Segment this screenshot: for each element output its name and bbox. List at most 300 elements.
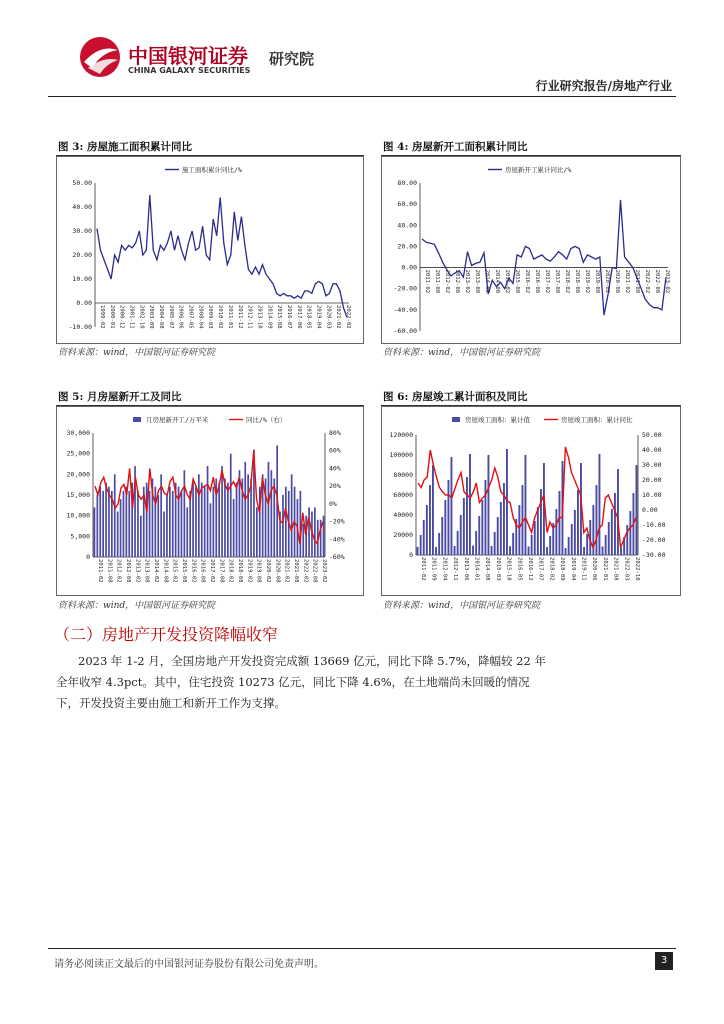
x-tick-label: 2004-08 bbox=[158, 305, 165, 329]
x-tick-label: 2012-02 bbox=[444, 269, 450, 294]
bar bbox=[457, 531, 459, 555]
bar bbox=[500, 502, 502, 555]
y2-tick-label: -20% bbox=[329, 517, 345, 526]
chart-monthly-new-start-svg bbox=[57, 407, 363, 595]
x-tick-label: 2022-02 bbox=[644, 269, 650, 294]
legend-swatch-bar bbox=[133, 417, 141, 422]
x-tick-label: 2011-08 bbox=[434, 269, 440, 294]
x-tick-label: 2016-05 bbox=[516, 557, 523, 581]
bar bbox=[114, 474, 116, 557]
bar bbox=[423, 520, 425, 555]
x-tick-label: 2016-07 bbox=[285, 305, 292, 329]
x-tick-label: 2021-08 bbox=[293, 559, 299, 583]
x-tick-label: 2014-08 bbox=[494, 269, 500, 294]
bar bbox=[268, 462, 270, 557]
bar bbox=[123, 491, 125, 557]
bar bbox=[305, 516, 307, 557]
y2-tick-label: 30.00 bbox=[642, 461, 662, 469]
figure-5-title bbox=[58, 389, 182, 404]
y-tick-label: 10,000 bbox=[66, 511, 90, 520]
x-tick-label: 2014-08 bbox=[162, 559, 169, 583]
y2-tick-label: 10.00 bbox=[642, 491, 662, 499]
bar bbox=[172, 491, 174, 557]
bar bbox=[432, 465, 434, 555]
bar bbox=[611, 509, 613, 555]
x-tick-label: 2018-05 bbox=[305, 305, 312, 329]
x-tick-label: 2012-02 bbox=[115, 559, 122, 583]
bar bbox=[300, 491, 302, 557]
bar bbox=[207, 466, 209, 557]
bar bbox=[537, 507, 539, 555]
x-tick-label: 2015-10 bbox=[505, 557, 512, 581]
x-tick-label: 2012-08 bbox=[125, 559, 131, 583]
bar bbox=[466, 477, 468, 555]
institute-label: 研究院 bbox=[269, 50, 315, 68]
figure-4-label: 图 4: bbox=[383, 141, 409, 153]
bar bbox=[169, 487, 171, 557]
bar bbox=[565, 548, 567, 555]
bar bbox=[230, 454, 232, 557]
figure-6-source: 资料来源：wind，中国银河证券研究院 bbox=[383, 601, 541, 611]
x-tick-label: 2015-02 bbox=[504, 269, 510, 294]
bar bbox=[105, 483, 107, 557]
bar bbox=[475, 531, 477, 555]
y-tick-label: 30.00 bbox=[72, 227, 92, 235]
x-tick-label: 2001-11 bbox=[128, 305, 135, 329]
x-tick-label: 2022-03 bbox=[623, 557, 630, 581]
x-tick-label: 2014-01 bbox=[473, 557, 480, 581]
bar bbox=[574, 510, 576, 555]
bar bbox=[117, 512, 119, 558]
x-tick-label: 2020-03 bbox=[325, 305, 332, 329]
x-tick-label: 2015-08 bbox=[181, 559, 187, 583]
section-heading: （二）房地产开发投资降幅收窄 bbox=[54, 625, 279, 644]
legend-label: 房屋竣工面积：累计值 bbox=[465, 416, 530, 424]
x-tick-label: 2011-08 bbox=[106, 559, 113, 583]
y-tick-label: 40.00 bbox=[72, 203, 92, 211]
chart-completion bbox=[381, 406, 681, 596]
y-tick-label: 5,000 bbox=[70, 532, 90, 541]
bar bbox=[509, 546, 511, 555]
x-tick-label: 2013-10 bbox=[256, 305, 263, 329]
bar bbox=[528, 547, 530, 556]
legend-label: 同比/%（右） bbox=[246, 416, 287, 424]
y-tick-label: 20000 bbox=[393, 531, 413, 539]
bar bbox=[605, 535, 607, 555]
y-tick-label: 0.00 bbox=[401, 263, 417, 272]
bar bbox=[620, 548, 622, 556]
chart-construction-yoy bbox=[56, 156, 364, 344]
bar bbox=[204, 487, 206, 557]
x-tick-label: 2011-02 bbox=[424, 269, 430, 294]
y2-tick-label: -40% bbox=[329, 535, 345, 544]
bar bbox=[497, 517, 499, 555]
chart-construction-yoy-svg bbox=[57, 157, 363, 343]
logo-en-text: CHINA GALAXY SECURITIES bbox=[128, 66, 251, 75]
bar bbox=[213, 487, 215, 557]
bar bbox=[149, 491, 151, 557]
bar bbox=[435, 547, 437, 555]
bar bbox=[518, 505, 520, 555]
bar bbox=[210, 503, 212, 557]
chart-new-start-yoy bbox=[381, 156, 681, 344]
x-tick-label: 2011-02 bbox=[420, 557, 426, 581]
figure-3-caption: 房屋施工面积累计同比 bbox=[87, 141, 192, 153]
bar bbox=[534, 521, 536, 555]
bar bbox=[99, 487, 101, 557]
figure-3-label: 图 3: bbox=[58, 141, 84, 153]
x-tick-label: 2022-08 bbox=[654, 269, 660, 294]
galaxy-logo-icon bbox=[80, 37, 120, 77]
x-tick-label: 2020-08 bbox=[274, 559, 281, 583]
chart-new-start-yoy-svg bbox=[382, 157, 680, 343]
x-tick-label: 2012-04 bbox=[441, 557, 448, 581]
bar bbox=[451, 457, 453, 555]
bar bbox=[128, 491, 130, 557]
bar bbox=[285, 487, 287, 557]
bar bbox=[617, 469, 619, 555]
bar bbox=[282, 495, 284, 557]
x-tick-label: 2018-02 bbox=[227, 559, 234, 583]
bar bbox=[636, 465, 638, 555]
x-tick-label: 2019-08 bbox=[594, 269, 600, 294]
bar bbox=[314, 507, 316, 557]
bar bbox=[494, 532, 496, 555]
bar bbox=[485, 480, 487, 555]
bar bbox=[549, 536, 551, 555]
figure-4-source: 资料来源：wind，中国银河证券研究院 bbox=[383, 348, 541, 358]
bar bbox=[201, 483, 203, 557]
y-tick-label: 10.00 bbox=[72, 275, 92, 283]
x-tick-label: 2005-07 bbox=[167, 305, 174, 329]
bar bbox=[571, 524, 573, 555]
x-tick-label: 2000-12 bbox=[118, 305, 125, 329]
bar bbox=[559, 491, 561, 555]
bar bbox=[184, 470, 186, 557]
x-tick-label: 1999-02 bbox=[99, 305, 105, 329]
x-tick-label: 2019-04 bbox=[569, 557, 576, 581]
figure-3-title bbox=[58, 139, 192, 154]
bar bbox=[438, 533, 440, 555]
x-tick-label: 2022-02 bbox=[302, 559, 309, 583]
x-tick-label: 2018-02 bbox=[564, 269, 570, 294]
x-tick-label: 2007-05 bbox=[187, 305, 194, 329]
figure-3-source: 资料来源：wind，中国银河证券研究院 bbox=[58, 348, 216, 358]
x-tick-label: 2012-08 bbox=[454, 269, 460, 294]
bar bbox=[472, 546, 474, 556]
bar bbox=[463, 498, 465, 555]
bar bbox=[586, 534, 588, 555]
bar bbox=[244, 462, 246, 557]
bar bbox=[155, 487, 157, 557]
bar bbox=[291, 474, 293, 557]
x-tick-label: 2013-08 bbox=[474, 269, 480, 294]
y-tick-label: 25,000 bbox=[66, 449, 90, 458]
bar bbox=[512, 533, 514, 555]
y2-tick-label: 60% bbox=[329, 446, 341, 455]
bar bbox=[198, 474, 200, 557]
bar bbox=[137, 491, 139, 557]
bar bbox=[478, 516, 480, 555]
figure-5-caption: 月房屋新开工及同比 bbox=[87, 391, 182, 403]
bar bbox=[629, 511, 631, 555]
x-tick-label: 2021-02 bbox=[283, 559, 290, 583]
x-tick-label: 2017-07 bbox=[537, 557, 544, 581]
bar bbox=[218, 483, 220, 557]
y2-tick-label: 20% bbox=[329, 482, 341, 491]
bar bbox=[195, 487, 197, 557]
y-tick-label: -40.00 bbox=[393, 305, 417, 314]
x-tick-label: 2017-02 bbox=[209, 559, 215, 583]
x-tick-label: 2008-04 bbox=[197, 305, 204, 329]
logo-cn-text: 中国银河证券 bbox=[128, 44, 248, 68]
bar bbox=[233, 499, 235, 557]
chart-completion-svg bbox=[382, 407, 680, 595]
header-rule bbox=[48, 96, 676, 97]
bar bbox=[441, 517, 443, 555]
x-tick-label: 2013-06 bbox=[462, 557, 469, 581]
x-tick-label: 2018-08 bbox=[574, 269, 580, 294]
x-tick-label: 2016-08 bbox=[534, 269, 540, 294]
figure-5-label: 图 5: bbox=[58, 391, 84, 403]
bar bbox=[417, 547, 419, 555]
x-tick-label: 2015-03 bbox=[494, 557, 501, 581]
x-tick-label: 2015-08 bbox=[276, 305, 283, 329]
y-tick-label: -20.00 bbox=[393, 284, 417, 293]
x-tick-label: 2019-04 bbox=[315, 305, 322, 329]
chart-monthly-new-start bbox=[56, 406, 364, 596]
y2-tick-label: -20.00 bbox=[642, 536, 666, 544]
x-tick-label: 2006-06 bbox=[177, 305, 184, 329]
bar bbox=[166, 495, 168, 557]
y-tick-label: 15,000 bbox=[66, 491, 90, 499]
bar bbox=[236, 483, 238, 557]
x-tick-label: 2013-02 bbox=[134, 559, 141, 583]
y2-tick-label: 40% bbox=[329, 464, 341, 473]
x-tick-label: 2014-02 bbox=[484, 269, 490, 294]
bar bbox=[247, 474, 249, 557]
bar bbox=[186, 507, 188, 557]
x-tick-label: 2000-01 bbox=[108, 305, 115, 329]
bar bbox=[250, 479, 252, 558]
bar bbox=[420, 535, 422, 555]
x-tick-label: 2014-08 bbox=[484, 557, 491, 581]
x-tick-label: 2015-02 bbox=[171, 559, 178, 583]
report-type: 行业研究报告/房地产行业 bbox=[535, 79, 672, 93]
bar bbox=[189, 491, 191, 557]
x-tick-label: 2016-02 bbox=[190, 559, 197, 583]
y2-tick-label: 50.00 bbox=[642, 431, 662, 439]
bar bbox=[94, 507, 96, 557]
bar bbox=[614, 493, 616, 555]
x-tick-label: 2017-08 bbox=[218, 559, 225, 583]
footer-disclaimer: 请务必阅读正文最后的中国银河证券股份有限公司免责声明。 bbox=[54, 959, 324, 970]
bar bbox=[608, 522, 610, 555]
bar bbox=[531, 535, 533, 555]
x-tick-label: 2011-01 bbox=[226, 305, 233, 329]
y-tick-label: 20.00 bbox=[72, 251, 92, 259]
bar bbox=[599, 454, 601, 555]
x-tick-label: 2018-02 bbox=[548, 557, 555, 581]
x-tick-label: 2012-11 bbox=[452, 557, 459, 581]
x-tick-label: 2019-02 bbox=[584, 269, 590, 294]
figure-6-caption: 房屋竣工累计面积及同比 bbox=[412, 391, 528, 403]
legend-label: 房屋新开工累计同比/% bbox=[505, 166, 572, 174]
bar bbox=[491, 546, 493, 555]
x-tick-label: 2009-03 bbox=[207, 305, 214, 329]
bar bbox=[163, 512, 165, 558]
bar bbox=[302, 524, 304, 557]
bar bbox=[224, 479, 226, 558]
x-tick-label: 2022-10 bbox=[634, 557, 640, 581]
bar bbox=[488, 455, 490, 555]
page-number: 3 bbox=[655, 952, 673, 970]
y-tick-label: -10.00 bbox=[68, 323, 92, 331]
bar bbox=[157, 495, 159, 557]
x-tick-label: 2012-11 bbox=[246, 305, 253, 329]
bar bbox=[546, 547, 548, 555]
x-tick-label: 2011-02 bbox=[97, 559, 103, 583]
y2-tick-label: -60% bbox=[329, 553, 345, 561]
bar bbox=[469, 454, 471, 555]
bar bbox=[525, 455, 527, 555]
x-tick-label: 2014-09 bbox=[266, 305, 273, 329]
bar bbox=[97, 495, 99, 557]
x-tick-label: 2016-02 bbox=[524, 269, 530, 294]
x-tick-label: 2018-08 bbox=[237, 559, 243, 583]
x-tick-label: 2019-02 bbox=[246, 559, 253, 583]
bar bbox=[429, 485, 431, 555]
legend-label: 施工面积累计同比/% bbox=[182, 166, 242, 174]
x-tick-label: 2021-08 bbox=[634, 269, 640, 294]
x-tick-label: 2002-10 bbox=[138, 305, 145, 329]
series-line bbox=[97, 195, 347, 317]
y2-tick-label: 0% bbox=[329, 499, 337, 508]
x-tick-label: 2015-08 bbox=[514, 269, 520, 294]
x-tick-label: 2023-02 bbox=[664, 269, 670, 294]
x-tick-label: 2017-06 bbox=[295, 305, 302, 329]
x-tick-label: 2020-08 bbox=[614, 269, 620, 294]
bar bbox=[577, 490, 579, 555]
y-tick-label: 60.00 bbox=[397, 200, 417, 209]
y-tick-label: 20.00 bbox=[397, 242, 417, 251]
y-tick-label: 40000 bbox=[393, 511, 413, 519]
x-tick-label: 2022-02 bbox=[345, 305, 351, 329]
x-tick-label: 2017-08 bbox=[554, 269, 560, 294]
y2-tick-label: 0.00 bbox=[642, 506, 658, 514]
figure-4-title bbox=[383, 139, 528, 154]
bar bbox=[102, 491, 104, 557]
bar bbox=[454, 546, 456, 555]
x-tick-label: 2019-11 bbox=[580, 557, 587, 581]
y-tick-label: 40.00 bbox=[397, 221, 417, 230]
bar bbox=[308, 507, 310, 557]
bar bbox=[444, 500, 446, 555]
x-tick-label: 2018-09 bbox=[559, 557, 566, 581]
bar bbox=[426, 505, 428, 555]
bar bbox=[221, 466, 223, 557]
y2-tick-label: -30.00 bbox=[642, 551, 666, 559]
x-tick-label: 2019-08 bbox=[255, 559, 262, 583]
bar bbox=[271, 470, 273, 557]
legend-swatch-bar bbox=[452, 417, 460, 422]
y-tick-label: 30,000 bbox=[66, 429, 90, 437]
x-tick-label: 2021-02 bbox=[335, 305, 342, 329]
bar bbox=[568, 537, 570, 555]
x-tick-label: 2021-08 bbox=[612, 557, 619, 581]
y2-tick-label: -10.00 bbox=[642, 521, 666, 529]
x-tick-label: 2013-02 bbox=[464, 269, 470, 294]
bar bbox=[227, 483, 229, 557]
bar bbox=[626, 525, 628, 555]
x-tick-label: 2021-01 bbox=[601, 557, 608, 581]
y-tick-label: -60.00 bbox=[393, 327, 417, 335]
bar bbox=[140, 516, 142, 557]
y-tick-label: 80.00 bbox=[397, 179, 417, 187]
bar bbox=[583, 547, 585, 555]
y-tick-label: 20,000 bbox=[66, 470, 90, 479]
x-tick-label: 2013-08 bbox=[143, 559, 150, 583]
y-tick-label: 100000 bbox=[389, 451, 413, 459]
bar bbox=[448, 480, 450, 555]
footer-rule bbox=[48, 948, 676, 949]
x-tick-label: 2011-12 bbox=[236, 305, 243, 329]
legend-label: 月房屋新开工/万平米 bbox=[146, 416, 209, 424]
bar bbox=[596, 485, 598, 555]
x-tick-label: 2017-02 bbox=[544, 269, 550, 294]
y-tick-label: 50.00 bbox=[72, 179, 92, 187]
x-tick-label: 2003-09 bbox=[148, 305, 155, 329]
y-tick-label: 60000 bbox=[393, 491, 413, 499]
y-tick-label: 0 bbox=[86, 553, 90, 561]
y-tick-label: 80000 bbox=[393, 471, 413, 479]
bar bbox=[555, 509, 557, 555]
bar bbox=[460, 515, 462, 555]
y2-tick-label: 20.00 bbox=[642, 476, 662, 484]
y2-tick-label: 80% bbox=[329, 429, 341, 437]
x-tick-label: 2020-06 bbox=[591, 557, 598, 581]
bar bbox=[256, 507, 258, 557]
figure-4-caption: 房屋新开工面积累计同比 bbox=[412, 141, 528, 153]
bar bbox=[126, 487, 128, 557]
y-tick-label: 120000 bbox=[389, 431, 413, 439]
x-tick-label: 2014-02 bbox=[153, 559, 159, 583]
x-tick-label: 2020-02 bbox=[604, 269, 610, 294]
y2-tick-label: 40.00 bbox=[642, 446, 662, 454]
bar bbox=[481, 500, 483, 555]
y-tick-label: 0 bbox=[409, 551, 413, 559]
x-tick-label: 2011-09 bbox=[430, 557, 437, 581]
section-body: 2023 年 1-2 月，全国房地产开发投资完成额 13669 亿元，同比下降 5.7%，降幅较 22 年全年收窄 4.3pct。其中，住宅投资 10273 亿元，同比下降 4.6%，在土地端尚未回暖的情况下，开发投资主要由施工和新开工作为支撑。 bbox=[56, 654, 546, 710]
figure-6-label: 图 6: bbox=[383, 391, 409, 403]
bar bbox=[108, 487, 110, 557]
bar bbox=[146, 483, 148, 557]
figure-5-source: 资料来源：wind，中国银河证券研究院 bbox=[58, 601, 216, 611]
x-tick-label: 2010-02 bbox=[217, 305, 224, 329]
x-tick-label: 2016-12 bbox=[527, 557, 533, 581]
x-tick-label: 2016-08 bbox=[199, 559, 206, 583]
x-tick-label: 2020-02 bbox=[265, 559, 271, 583]
figure-6-title bbox=[383, 389, 528, 404]
bar bbox=[192, 483, 194, 557]
bar bbox=[602, 547, 604, 556]
bar bbox=[181, 491, 183, 557]
legend-label: 房屋竣工面积：累计同比 bbox=[561, 416, 633, 424]
bar bbox=[120, 499, 122, 557]
series-line bbox=[422, 200, 666, 315]
x-tick-label: 2021-02 bbox=[624, 269, 630, 294]
x-tick-label: 2022-08 bbox=[311, 559, 318, 583]
